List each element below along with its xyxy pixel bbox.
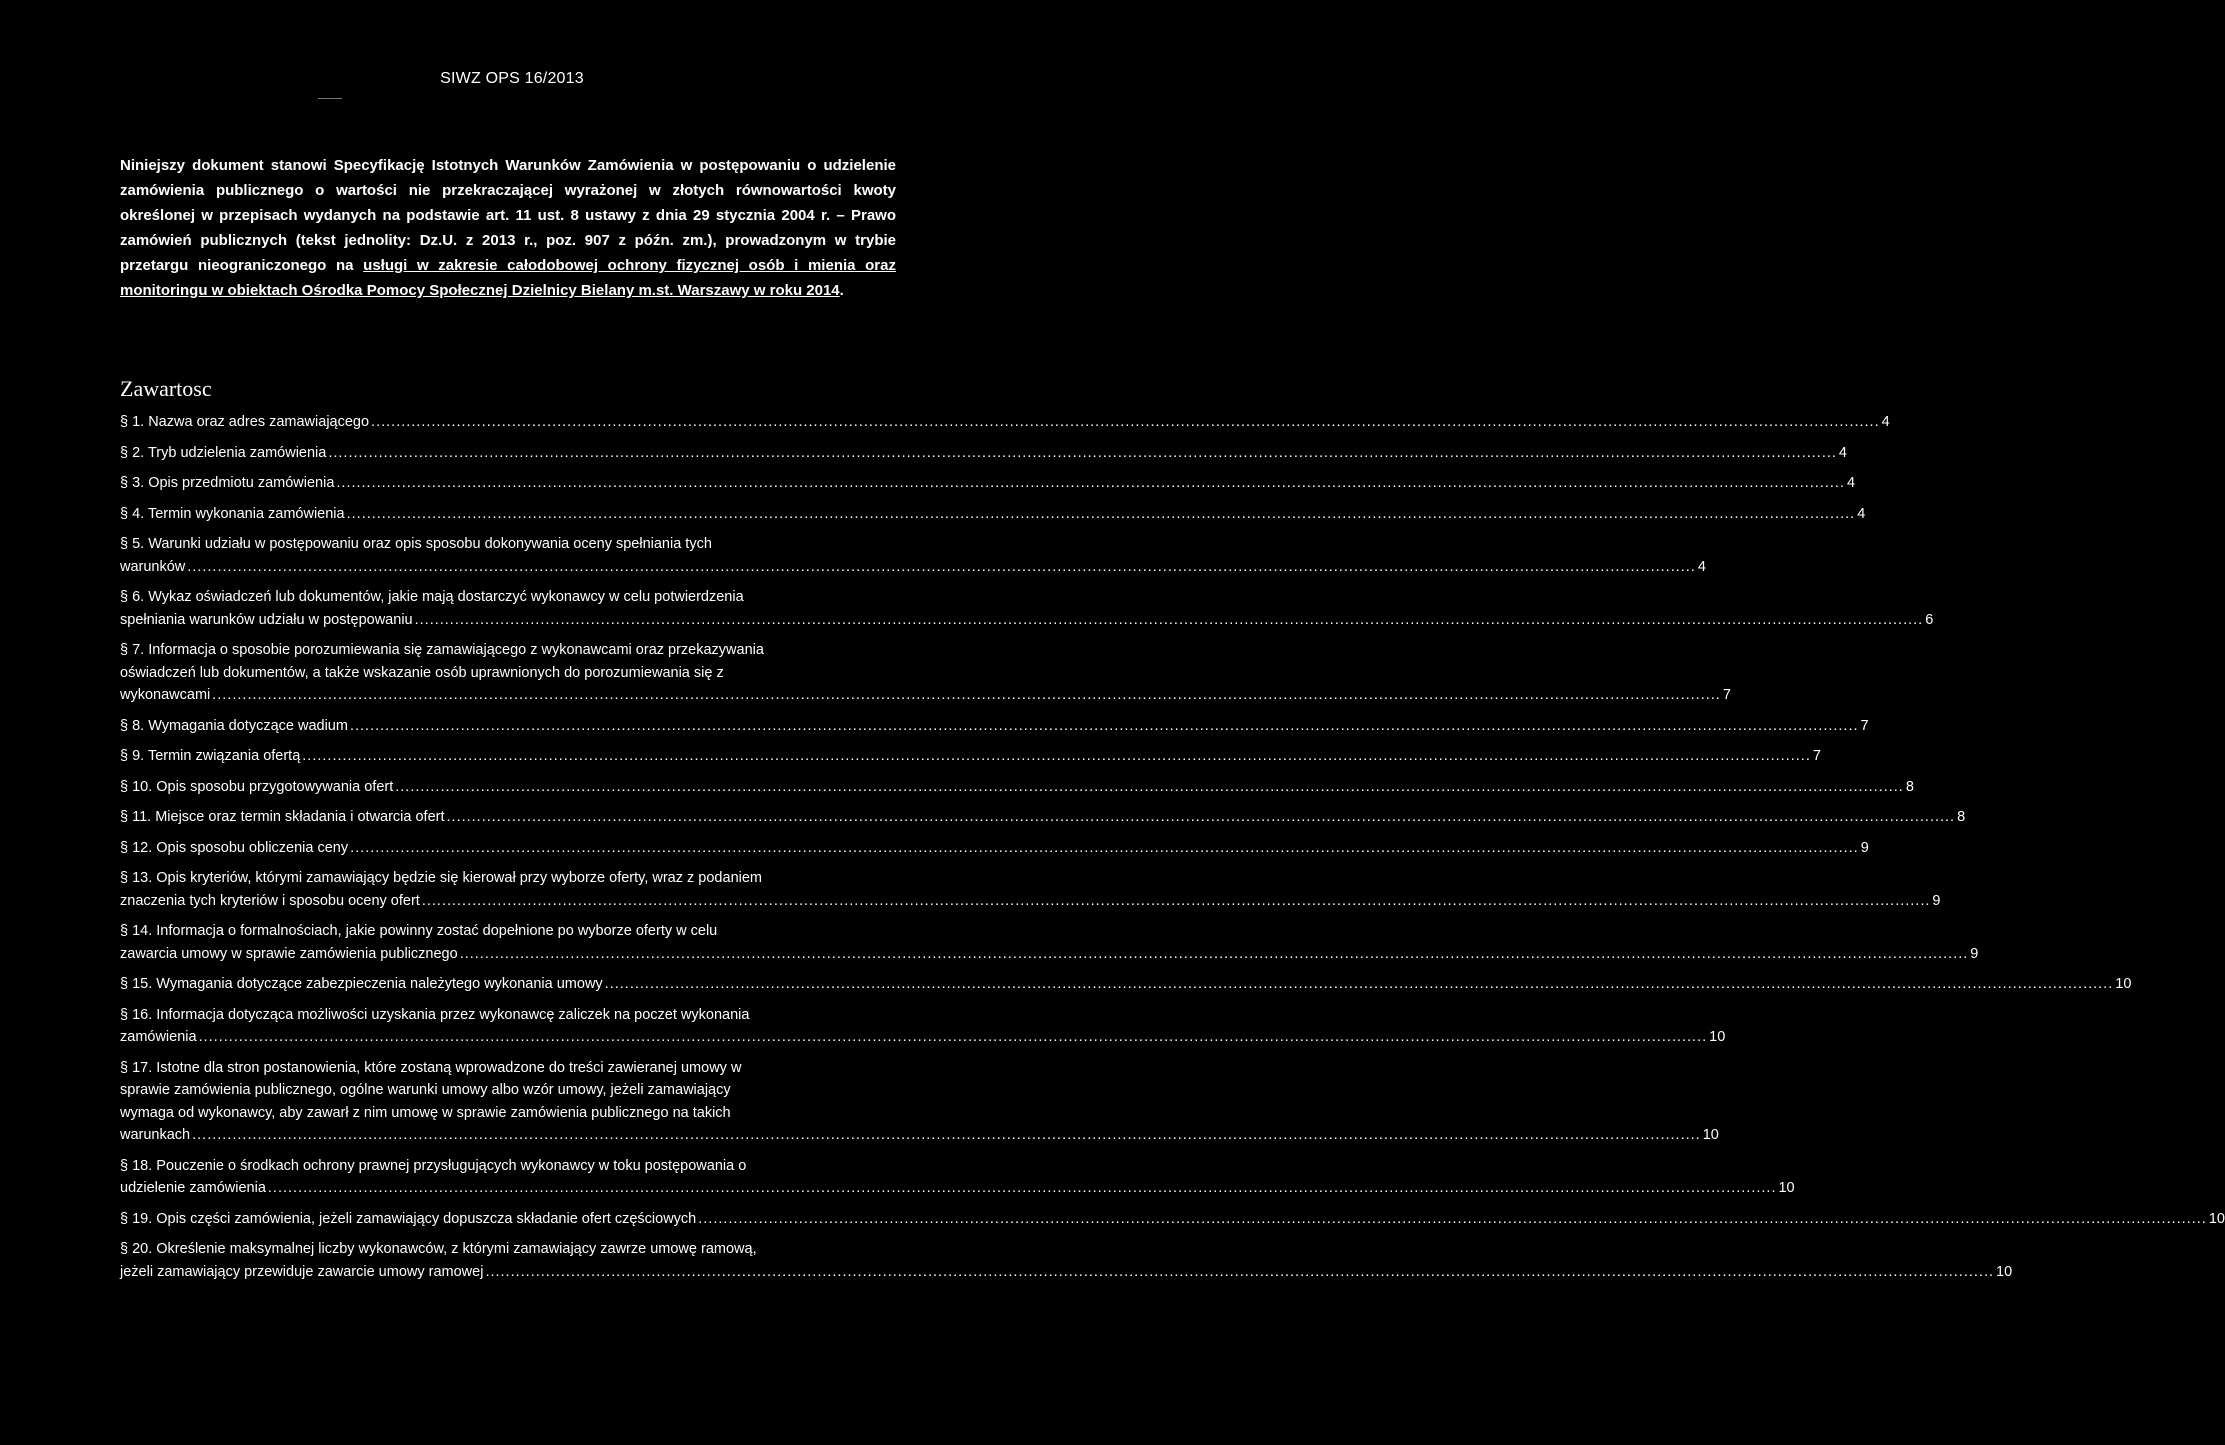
- toc-page-number: 9: [1860, 839, 1869, 856]
- toc-entry-text: § 19. Opis części zamówienia, jeżeli zamawiający dopuszcza składanie ofert częściowych: [120, 1210, 697, 1227]
- intro-text: Niniejszy dokument stanowi Specyfikację Istotnych Warunków Zamówienia w postępowaniu o udzielenie zamówienia publicznego o wartości nie przekraczającej wyrażonej w złotych równowartości kwoty określonej w przepisach wydanych na podstawie art. 11 ust. 8 ustawy z dnia 29 stycznia 2004 r. – Prawo zamówień publicznych (tekst jednolity: Dz.U. z 2013 r., poz. 907 z późn. zm.), prowadzonym w trybie przetargu nieograniczonego na: [120, 157, 896, 274]
- toc-page-number: 10: [2208, 1210, 2225, 1227]
- toc-entry[interactable]: [120, 867, 1941, 912]
- toc-entry-text: § 3. Opis przedmiotu zamówienia: [120, 475, 335, 491]
- toc-entry-text: § 8. Wymagania dotyczące wadium: [120, 717, 348, 734]
- toc-leader-dots: ............................................................................................................................................................................................................................................................................................................: [349, 717, 1859, 734]
- toc-leader-dots: ............................................................................................................................................................................................................................................................................................................: [350, 839, 1859, 856]
- toc-page-number: 8: [1957, 809, 1966, 825]
- toc-entry-text: § 18. Pouczenie o środkach ochrony prawnej przysługujących wykonawcy w toku postępowania o: [120, 1157, 747, 1174]
- toc-entry[interactable]: [120, 1057, 1719, 1147]
- toc-page-number: 4: [1881, 414, 1890, 430]
- toc-leader-dots: ............................................................................................................................................................................................................................................................................................................: [302, 748, 1811, 764]
- toc-entry[interactable]: [120, 442, 1847, 465]
- toc-leader-dots: ............................................................................................................................................................................................................................................................................................................: [267, 1180, 1777, 1196]
- toc-entry-text: § 17. Istotne dla stron postanowienia, które zostaną wprowadzone do treści zawieranej umowy w: [120, 1059, 742, 1076]
- toc-page-number: 4: [1857, 505, 1866, 522]
- toc-page-number: 10: [1996, 1263, 2013, 1280]
- toc-entry-text: § 13. Opis kryteriów, którymi zamawiający będzie się kierował przy wyborze oferty, wraz z podaniem: [120, 870, 762, 886]
- toc-leader-dots: ............................................................................................................................................................................................................................................................................................................: [371, 414, 1880, 430]
- toc-entry-text: udzielenie zamówienia: [120, 1180, 266, 1196]
- toc-leader-dots: ............................................................................................................................................................................................................................................................................................................: [414, 611, 1924, 628]
- toc-page-number: 10: [1778, 1180, 1795, 1196]
- toc-entry[interactable]: [120, 533, 1706, 578]
- toc-leader-dots: ............................................................................................................................................................................................................................................................................................................: [192, 1127, 1701, 1143]
- toc-entry[interactable]: [120, 503, 1866, 526]
- toc-entry[interactable]: [120, 586, 1934, 631]
- toc-entry-text: § 9. Termin związania ofertą: [120, 748, 301, 764]
- toc-leader-dots: ............................................................................................................................................................................................................................................................................................................: [187, 558, 1696, 575]
- toc-page-number: 10: [2115, 976, 2132, 992]
- toc-entry-text: § 16. Informacja dotycząca możliwości uzyskania przez wykonawcę zaliczek na poczet wykonania: [120, 1006, 750, 1023]
- toc-page-number: 7: [1722, 687, 1731, 703]
- toc-entry[interactable]: [120, 920, 1979, 965]
- toc-page-number: 7: [1860, 717, 1869, 734]
- toc-entry[interactable]: [120, 973, 2132, 996]
- toc-entry-text: § 6. Wykaz oświadczeń lub dokumentów, jakie mają dostarczyć wykonawcy w celu potwierdzenia: [120, 589, 744, 605]
- toc-entry-text: sprawie zamówienia publicznego, ogólne warunki umowy albo wzór umowy, jeżeli zamawiający: [120, 1082, 731, 1098]
- toc-entry[interactable]: [120, 837, 1869, 860]
- toc-page-number: 7: [1812, 748, 1821, 764]
- toc-entry-text: § 11. Miejsce oraz termin składania i otwarcia ofert: [120, 809, 445, 825]
- toc-page-number: 4: [1697, 558, 1706, 575]
- toc-leader-dots: ............................................................................................................................................................................................................................................................................................................: [198, 1029, 1708, 1045]
- toc-entry-text: jeżeli zamawiający przewiduje zawarcie umowy ramowej: [120, 1263, 484, 1280]
- toc-page-number: 10: [1702, 1127, 1719, 1143]
- toc-leader-dots: ............................................................................................................................................................................................................................................................................................................: [485, 1263, 1995, 1280]
- intro-subject-underlined: usługi w zakresie całodobowej ochrony fizycznej osób i mienia oraz monitoringu w obiektach Ośrodka Pomocy Społecznej Dzielnicy Bielany m.st. Warszawy w roku 2014: [120, 257, 896, 299]
- toc-entry[interactable]: [120, 715, 1869, 738]
- toc-entry[interactable]: [120, 806, 1966, 829]
- toc-entry-text: wykonawcami: [120, 687, 211, 703]
- toc-entry-text: § 5. Warunki udziału w postępowaniu oraz opis sposobu dokonywania oceny spełniania tych: [120, 536, 712, 552]
- toc-entry-text: § 1. Nazwa oraz adres zamawiającego: [120, 414, 370, 430]
- toc-entry-text: spełniania warunków udziału w postępowaniu: [120, 611, 413, 628]
- toc-leader-dots: ............................................................................................................................................................................................................................................................................................................: [336, 475, 1845, 491]
- toc-entry-text: § 4. Termin wykonania zamówienia: [120, 505, 345, 522]
- toc-page-number: 9: [1970, 945, 1979, 962]
- intro-paragraph: [120, 153, 896, 303]
- header-divider: [318, 98, 342, 99]
- toc-entry[interactable]: [120, 411, 1890, 434]
- toc-entry[interactable]: [120, 1238, 2013, 1283]
- toc-leader-dots: ............................................................................................................................................................................................................................................................................................................: [328, 444, 1837, 461]
- toc-entry[interactable]: [120, 776, 1914, 799]
- toc-entry-text: § 10. Opis sposobu przygotowywania ofert: [120, 778, 394, 795]
- toc-entry-text: § 20. Określenie maksymalnej liczby wykonawców, z którymi zamawiający zawrze umowę ramową,: [120, 1241, 757, 1257]
- toc-entry-text: znaczenia tych kryteriów i sposobu oceny ofert: [120, 892, 420, 909]
- toc-page-number: 4: [1846, 475, 1856, 491]
- toc-entry-text: wymaga od wykonawcy, aby zawarł z nim umowę w sprawie zamówienia publicznego na takich: [120, 1104, 731, 1121]
- toc-entry[interactable]: [120, 1208, 2225, 1231]
- toc-leader-dots: ............................................................................................................................................................................................................................................................................................................: [395, 778, 1904, 795]
- toc-entry[interactable]: [120, 1004, 1726, 1049]
- toc-title: Zawartosc: [120, 376, 212, 401]
- toc-leader-dots: ............................................................................................................................................................................................................................................................................................................: [446, 809, 1956, 825]
- table-of-contents: [120, 411, 2225, 1291]
- intro-end: .: [839, 282, 844, 299]
- toc-entry-text: § 7. Informacja o sposobie porozumiewania się zamawiającego z wykonawcami oraz przekazywania: [120, 642, 764, 658]
- toc-entry[interactable]: [120, 1155, 1795, 1200]
- toc-leader-dots: ............................................................................................................................................................................................................................................................................................................: [212, 687, 1721, 703]
- toc-leader-dots: ............................................................................................................................................................................................................................................................................................................: [698, 1210, 2207, 1227]
- toc-entry-text: zamówienia: [120, 1029, 197, 1045]
- toc-entry-text: § 2. Tryb udzielenia zamówienia: [120, 444, 327, 461]
- toc-entry-text: warunkach: [120, 1127, 191, 1143]
- toc-entry[interactable]: [120, 639, 1731, 707]
- toc-entry-text: warunków: [120, 558, 186, 575]
- toc-page-number: 8: [1905, 778, 1914, 795]
- toc-entry-text: zawarcia umowy w sprawie zamówienia publicznego: [120, 945, 458, 962]
- toc-entry-text: oświadczeń lub dokumentów, a także wskazanie osób uprawnionych do porozumiewania się z: [120, 664, 724, 681]
- toc-page-number: 9: [1932, 892, 1941, 909]
- toc-page-number: 10: [1709, 1029, 1726, 1045]
- toc-leader-dots: ............................................................................................................................................................................................................................................................................................................: [346, 505, 1856, 522]
- toc-page-number: 6: [1925, 611, 1934, 628]
- toc-entry[interactable]: [120, 472, 1856, 495]
- toc-entry[interactable]: [120, 745, 1821, 768]
- toc-entry-text: § 12. Opis sposobu obliczenia ceny: [120, 839, 349, 856]
- toc-leader-dots: ............................................................................................................................................................................................................................................................................................................: [421, 892, 1931, 909]
- toc-leader-dots: ............................................................................................................................................................................................................................................................................................................: [604, 976, 2114, 992]
- toc-entry-text: § 15. Wymagania dotyczące zabezpieczenia należytego wykonania umowy: [120, 976, 603, 992]
- document-code: SIWZ OPS 16/2013: [440, 70, 584, 87]
- toc-page-number: 4: [1838, 444, 1847, 461]
- toc-leader-dots: ............................................................................................................................................................................................................................................................................................................: [459, 945, 1969, 962]
- toc-entry-text: § 14. Informacja o formalnościach, jakie powinny zostać dopełnione po wyborze oferty w celu: [120, 923, 718, 939]
